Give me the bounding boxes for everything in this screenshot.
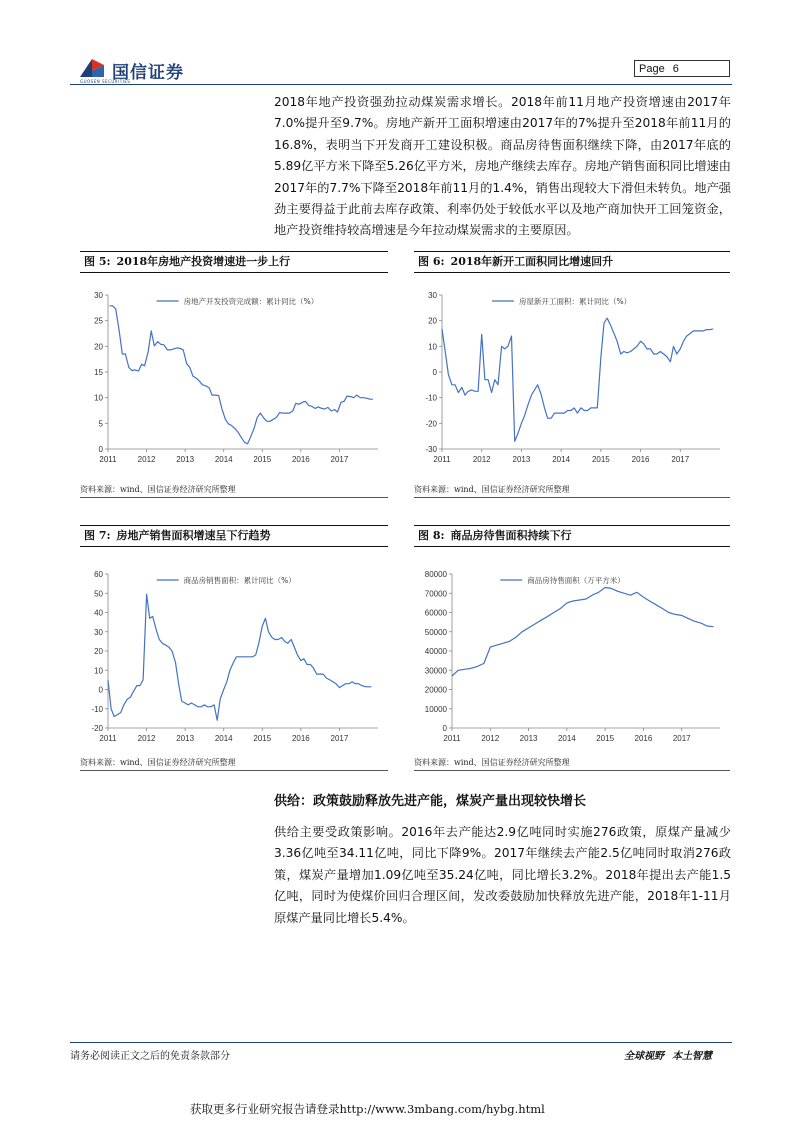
figure-5-label: 图 5:: [84, 255, 111, 268]
x-tick-label: 2016: [291, 734, 310, 743]
x-tick-label: 2017: [671, 455, 690, 464]
y-tick-label: -10: [91, 704, 103, 714]
series-line: [110, 306, 374, 444]
figure-8-caption: 商品房待售面积持续下行: [450, 529, 572, 542]
y-tick-label: 50000: [424, 627, 447, 637]
x-tick-label: 2014: [214, 734, 233, 743]
y-tick-label: 10: [428, 342, 437, 352]
page-indicator: [634, 60, 730, 77]
x-tick-label: 2012: [137, 455, 156, 464]
x-tick-label: 2011: [99, 734, 117, 743]
figure-7-label: 图 7:: [84, 529, 111, 542]
x-tick-label: 2017: [330, 455, 349, 464]
y-tick-label: 0: [98, 685, 103, 695]
figure-7-title: [80, 525, 388, 547]
figure-6-source: 资料来源：wind、国信证券经济研究所整理: [414, 484, 730, 498]
x-tick-label: 2014: [214, 455, 233, 464]
y-tick-label: 30: [94, 627, 103, 637]
x-tick-label: 2013: [519, 734, 538, 743]
legend-label: 房屋新开工面积：累计同比（%）: [519, 297, 632, 306]
y-tick-label: 40000: [424, 647, 447, 656]
y-tick-label: 20: [94, 342, 103, 352]
x-tick-label: 2013: [176, 455, 195, 464]
y-tick-label: -20: [91, 724, 103, 733]
header-divider: [70, 84, 732, 85]
series-line: [442, 318, 713, 441]
x-tick-label: 2016: [631, 455, 650, 464]
figure-8-label: 图 8:: [418, 529, 445, 542]
x-tick-label: 2016: [291, 455, 310, 464]
section-heading-supply: 供给：政策鼓励释放先进产能，煤炭产量出现较快增长: [274, 794, 587, 809]
figure-5-caption: 2018年房地产投资增速进一步上行: [116, 255, 291, 268]
y-tick-label: -20: [425, 419, 437, 429]
y-tick-label: 20: [94, 647, 103, 656]
y-tick-label: 25: [94, 316, 103, 326]
x-tick-label: 2016: [634, 734, 653, 743]
y-tick-label: 40: [94, 608, 103, 618]
footer-slogan-2: 本土智慧: [672, 1051, 712, 1062]
x-tick-label: 2011: [443, 734, 461, 743]
x-tick-label: 2012: [137, 734, 156, 743]
y-tick-label: 15: [94, 368, 103, 377]
y-tick-label: 0: [98, 445, 103, 454]
legend-label: 商品房待售面积（万平方米）: [527, 576, 625, 585]
footer-slogan: [616, 1047, 712, 1062]
figure-6-label: 图 6:: [418, 255, 445, 268]
y-tick-label: 30: [94, 291, 103, 300]
figure-6-chart: [414, 281, 730, 471]
guosen-logo-icon: [78, 57, 106, 79]
y-tick-label: 20000: [424, 685, 447, 695]
legend-label: 商品房销售面积：累计同比（%）: [183, 576, 296, 585]
x-tick-label: 2012: [481, 734, 500, 743]
figure-8-chart: [414, 560, 730, 750]
y-tick-label: 20: [428, 316, 437, 326]
x-tick-label: 2014: [557, 734, 576, 743]
y-tick-label: 30000: [424, 666, 447, 676]
figure-5-source: 资料来源：wind、国信证券经济研究所整理: [80, 484, 388, 498]
figure-6-title: [414, 251, 730, 273]
figure-8-title: [414, 525, 730, 547]
company-name-en: GUOSEN SECURITIES: [80, 79, 131, 84]
x-tick-label: 2014: [552, 455, 571, 464]
y-tick-label: 0: [442, 724, 447, 733]
footer-disclaimer: 请务必阅读正文之后的免责条款部分: [70, 1051, 230, 1062]
page-number: 6: [672, 63, 679, 75]
y-tick-label: 80000: [424, 570, 447, 579]
series-line: [108, 594, 371, 720]
y-tick-label: 0: [432, 368, 437, 377]
y-tick-label: 30: [428, 291, 437, 300]
series-line: [452, 588, 714, 677]
page-label: Page: [639, 63, 665, 75]
x-tick-label: 2011: [99, 455, 117, 464]
y-tick-label: -10: [425, 393, 437, 403]
figure-7-source: 资料来源：wind、国信证券经济研究所整理: [80, 757, 388, 771]
figure-7-chart: [80, 560, 388, 750]
x-tick-label: 2015: [253, 734, 272, 743]
x-tick-label: 2013: [512, 455, 531, 464]
x-tick-label: 2015: [253, 455, 272, 464]
body-paragraph-2: 供给主要受政策影响。2016年去产能达2.9亿吨同时实施276政策，原煤产量减少3.36亿吨至34.11亿吨，同比下降9%。2017年继续去产能2.5亿吨同时取消276政策，煤炭产量增加1.09亿吨至35.24亿吨，同比增长3.2%。2018年提出去产能1.5亿吨，同时为使煤价回归合理区间，发改委鼓励加快释放先进产能，2018年1-11月原煤产量同比增长5.4%。: [274, 825, 731, 925]
x-tick-label: 2015: [591, 455, 610, 464]
figure-5-chart: [80, 281, 388, 471]
x-tick-label: 2015: [596, 734, 615, 743]
figure-6-caption: 2018年新开工面积同比增速回升: [450, 255, 614, 268]
y-tick-label: 50: [94, 589, 103, 599]
figure-5-title: [80, 251, 388, 273]
y-tick-label: 10: [94, 666, 103, 676]
y-tick-label: 5: [98, 419, 103, 429]
body-paragraph-1: 2018年地产投资强劲拉动煤炭需求增长。2018年前11月地产投资增速由2017年7.0%提升至9.7%。房地产新开工面积增速由2017年的7%提升至2018年前11月的16.8%，表明当下开发商开工建设积极。商品房待售面积继续下降，由2017年底的5.89亿平方米下降至5.26亿平方米，房地产继续去库存。房地产销售面积同比增速由2017年的7.7%下降至2018年前11月的1.4%，销售出现较大下滑但未转负。地产强劲主要得益于此前去库存政策、利率仍处于较低水平以及地产商加快开工回笼资金，地产投资维持较高增速是今年拉动煤炭需求的主要原因。: [274, 95, 731, 238]
x-tick-label: 2017: [330, 734, 349, 743]
figure-7-caption: 房地产销售面积增速呈下行趋势: [116, 529, 271, 542]
y-tick-label: 60000: [424, 608, 447, 618]
x-tick-label: 2011: [433, 455, 451, 464]
legend-label: 房地产开发投资完成额：累计同比（%）: [183, 297, 319, 306]
y-tick-label: 10: [94, 393, 103, 403]
download-note[interactable]: 获取更多行业研究报告请登录http://www.3mbang.com/hybg.html: [190, 1102, 545, 1116]
figure-8-source: 资料来源：wind、国信证券经济研究所整理: [414, 757, 730, 771]
footer-slogan-1: 全球视野: [624, 1051, 664, 1062]
x-tick-label: 2017: [672, 734, 691, 743]
y-tick-label: -30: [425, 445, 437, 454]
x-tick-label: 2012: [472, 455, 491, 464]
y-tick-label: 10000: [424, 704, 447, 714]
y-tick-label: 70000: [424, 589, 447, 599]
x-tick-label: 2013: [176, 734, 195, 743]
y-tick-label: 60: [94, 570, 103, 579]
footer-divider: [70, 1042, 732, 1043]
company-name: 国信证券: [112, 63, 184, 83]
